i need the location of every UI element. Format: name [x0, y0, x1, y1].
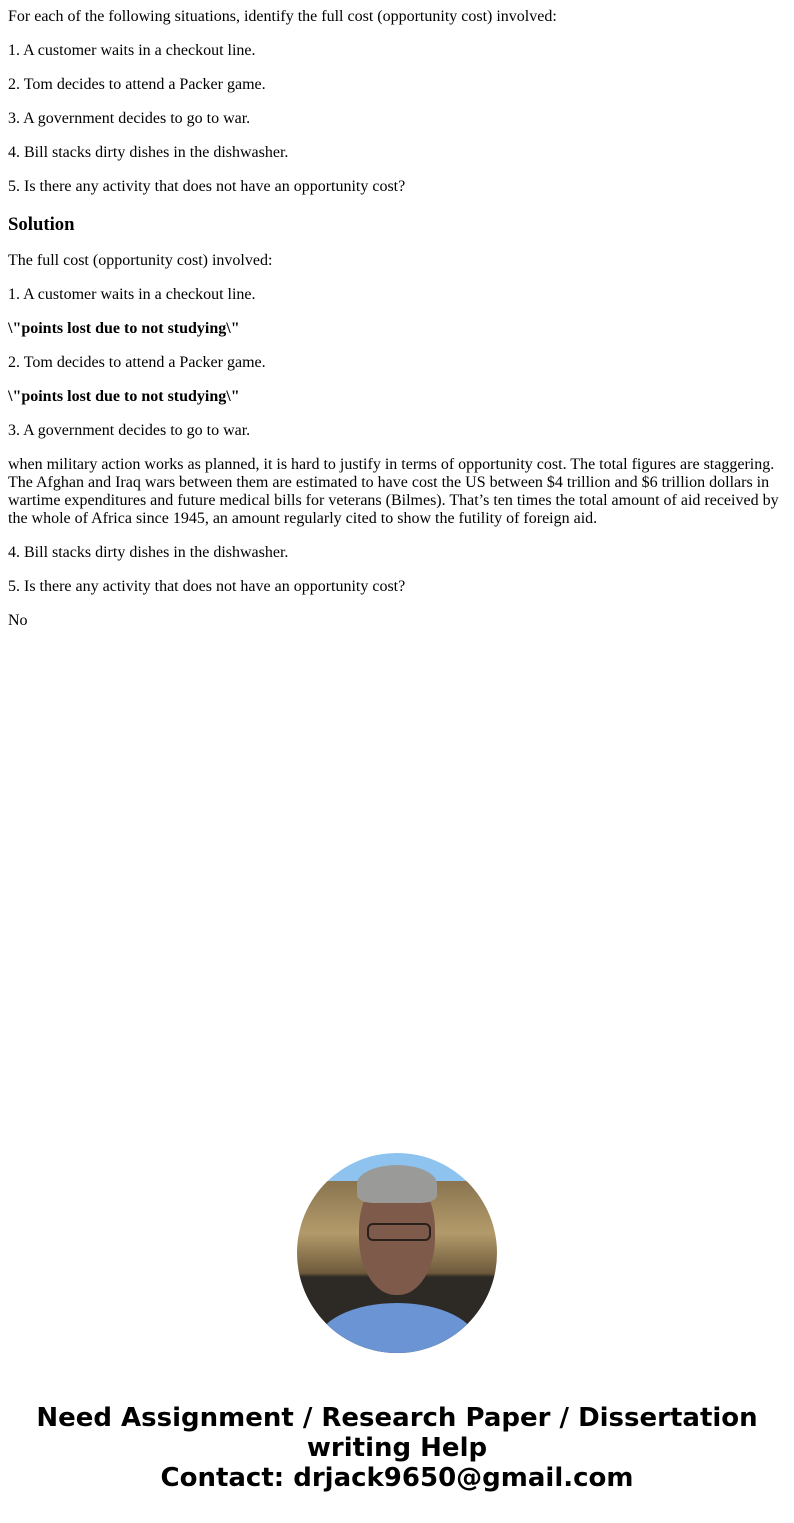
question-item: 3. A government decides to go to war.	[8, 110, 251, 127]
question-item: 4. Bill stacks dirty dishes in the dishwasher.	[8, 144, 289, 161]
banner-line: writing Help	[306, 1433, 488, 1463]
avatar-shirt	[317, 1303, 477, 1353]
document-body	[8, 0, 786, 646]
solution-answer: No	[8, 612, 28, 629]
answer-text: \"points lost due to not studying\"	[8, 320, 240, 337]
question-item: 1. A customer waits in a checkout line.	[8, 42, 256, 59]
avatar-glasses	[367, 1223, 431, 1241]
question-item: 2. Tom decides to attend a Packer game.	[8, 76, 266, 93]
solution-question: 3. A government decides to go to war.	[8, 422, 251, 439]
answer-text: \"points lost due to not studying\"	[8, 388, 240, 405]
question-intro: For each of the following situations, identify the full cost (opportunity cost) involved:	[8, 8, 557, 25]
avatar-hair	[357, 1165, 437, 1203]
solution-question: 1. A customer waits in a checkout line.	[8, 286, 256, 303]
solution-question: 5. Is there any activity that does not have an opportunity cost?	[8, 578, 406, 595]
solution-answer	[8, 388, 786, 406]
solution-heading: Solution	[8, 214, 75, 235]
banner-line: Need Assignment / Research Paper / Dissertation	[36, 1403, 758, 1433]
contact-banner	[0, 1403, 794, 1493]
solution-intro: The full cost (opportunity cost) involved:	[8, 252, 273, 269]
solution-answer: when military action works as planned, it is hard to justify in terms of opportunity cost. The total figures are staggering. The Afghan and Iraq wars between them are estimated to have cost the US between $4 trillion and $6 trillion dollars in wartime expenditures and future medical bills for veterans (Bilmes). That’s ten times the total amount of aid received by the whole of Africa since 1945, an amount regularly cited to show the futility of foreign aid.	[8, 456, 779, 527]
author-avatar	[297, 1153, 497, 1353]
solution-question: 4. Bill stacks dirty dishes in the dishwasher.	[8, 544, 289, 561]
solution-answer	[8, 320, 786, 338]
solution-question: 2. Tom decides to attend a Packer game.	[8, 354, 266, 371]
question-item: 5. Is there any activity that does not have an opportunity cost?	[8, 178, 406, 195]
contact-email: Contact: drjack9650@gmail.com	[160, 1463, 634, 1493]
